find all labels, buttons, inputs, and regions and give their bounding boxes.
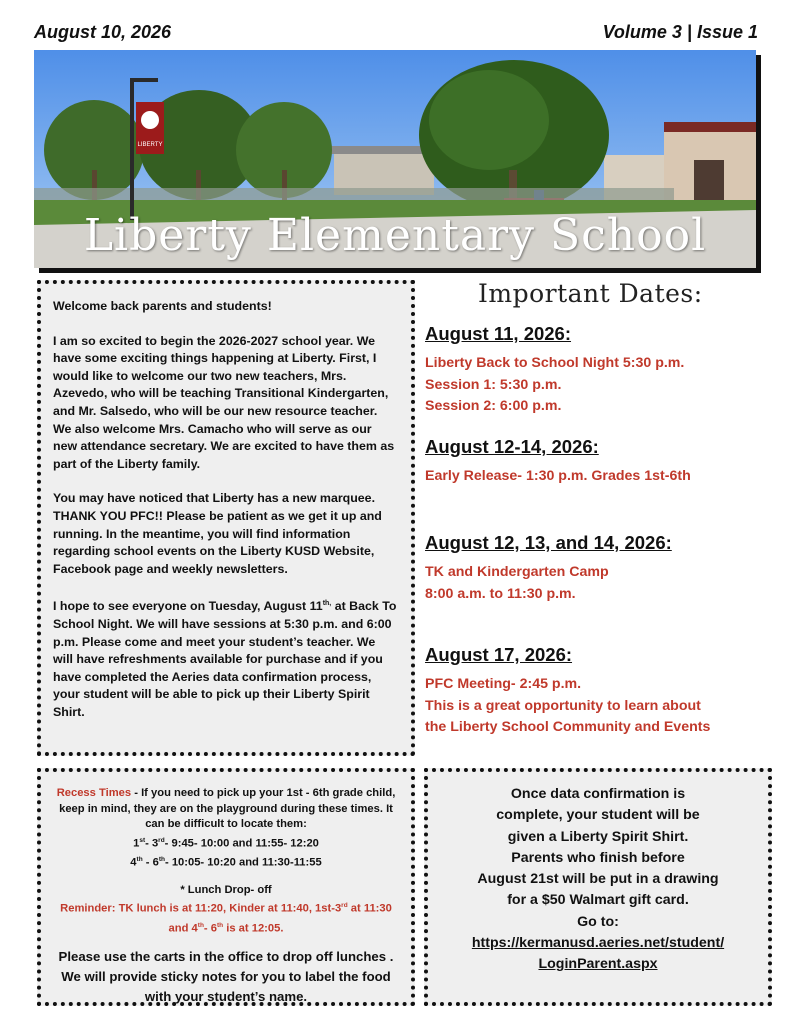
shirt-line: given a Liberty Spirit Shirt. [507,828,689,845]
sign-text: LIBERTY [137,142,163,148]
principal-welcome-letter [37,280,415,756]
recess-times-1st-3rd: 1st- 3rd- 9:45- 10:00 and 11:55- 12:20 [133,836,319,850]
recess-times-4th-6th: 4th - 6th- 10:05- 10:20 and 11:30-11:55 [130,855,322,869]
event-date: August 12-14, 2026: [425,436,599,457]
event-line: Early Release- 1:30 p.m. Grades 1st-6th [425,468,691,484]
lunch-carts-note: Please use the carts in the office to drop off lunches . We will provide sticky notes for you to label the food with your student’s name. [58,948,394,1004]
welcome-paragraph-2: You may have noticed that Liberty has a new marquee. THANK YOU PFC!! Please be patient as we get it up and running. In the meantime, you will find information regarding school events on the Liberty KUSD Website, Facebook page and weekly newsletters. [53,491,382,576]
spirit-shirt-box [424,768,772,1006]
event-date: August 11, 2026: [425,323,572,344]
event-line: This is a great opportunity to learn about [425,697,701,714]
aeries-login-link[interactable]: LoginParent.aspx [538,956,658,973]
shirt-line: Go to: [577,913,619,930]
event-date: August 12, 13, and 14, 2026: [425,532,672,553]
shirt-line: August 21st will be put in a drawing [477,871,719,888]
event-back-to-school [425,323,775,418]
shirt-line: for a $50 Walmart gift card. [507,892,689,909]
lunch-reminder: Reminder: TK lunch is at 11:20, Kinder at 11:40, 1st-3rd at 11:30 and 4th- 6th is at 12:05. [60,902,392,935]
welcome-greeting: Welcome back parents and students! [53,299,272,313]
event-line: Session 1: 5:30 p.m. [425,376,562,393]
volume-issue: Volume 3 | Issue 1 [602,22,758,42]
event-pfc-meeting [425,644,775,739]
shirt-line: Once data confirmation is [510,786,686,802]
shirt-line: complete, your student will be [496,807,700,824]
event-early-release [425,436,775,488]
event-line: Session 2: 6:00 p.m. [425,398,562,414]
event-line: PFC Meeting- 2:45 p.m. [425,676,582,692]
recess-lunch-box [37,768,415,1006]
event-line: TK and Kindergarten Camp [425,564,609,580]
newsletter-date: August 10, 2026 [34,22,172,42]
lunch-dropoff-heading: * Lunch Drop- off [180,883,272,896]
event-date: August 17, 2026: [425,644,573,665]
welcome-paragraph-1: I am so excited to begin the 2026-2027 school year. We have some exciting things happening at Liberty. First, I would like to welcome our two new teachers, Mrs. Azevedo, who will be teaching Transitional Kindergarten, and Mr. Salsedo, who will be our new resource teacher. We also welcome Mrs. Camacho who will serve as our new attendance secretary. We are excited to have them as part of the Liberty family. [53,333,395,471]
welcome-paragraph-3: I hope to see everyone on Tuesday, August $11^{th,}$ at Back To School Night. We will have sessions at 5:30 p.m. and 6:00 p.m. Please come and meet your student’s teacher. We will have refreshments available for purchase and if you have completed the Aeries data confirmation process, your student will be able to pick up their Liberty Spirit Shirt. [53,599,397,719]
important-dates-heading: Important Dates: [478,279,703,308]
school-title: Liberty Elementary School [83,210,707,261]
school-banner-photo [34,50,756,268]
aeries-login-link[interactable]: https://kermanusd.aeries.net/student/ [471,935,725,952]
shirt-line: Parents who finish before [511,849,685,866]
event-line: 8:00 a.m. to 11:30 p.m. [425,585,576,602]
event-line: Liberty Back to School Night 5:30 p.m. [425,355,685,371]
event-kinder-camp [425,532,775,605]
event-line: the Liberty School Community and Events [425,719,711,735]
recess-intro: Recess Times - If you need to pick up your 1st - 6th grade child, keep in mind, they are on the playground during these times. It can be difficult to locate them: [56,787,396,830]
